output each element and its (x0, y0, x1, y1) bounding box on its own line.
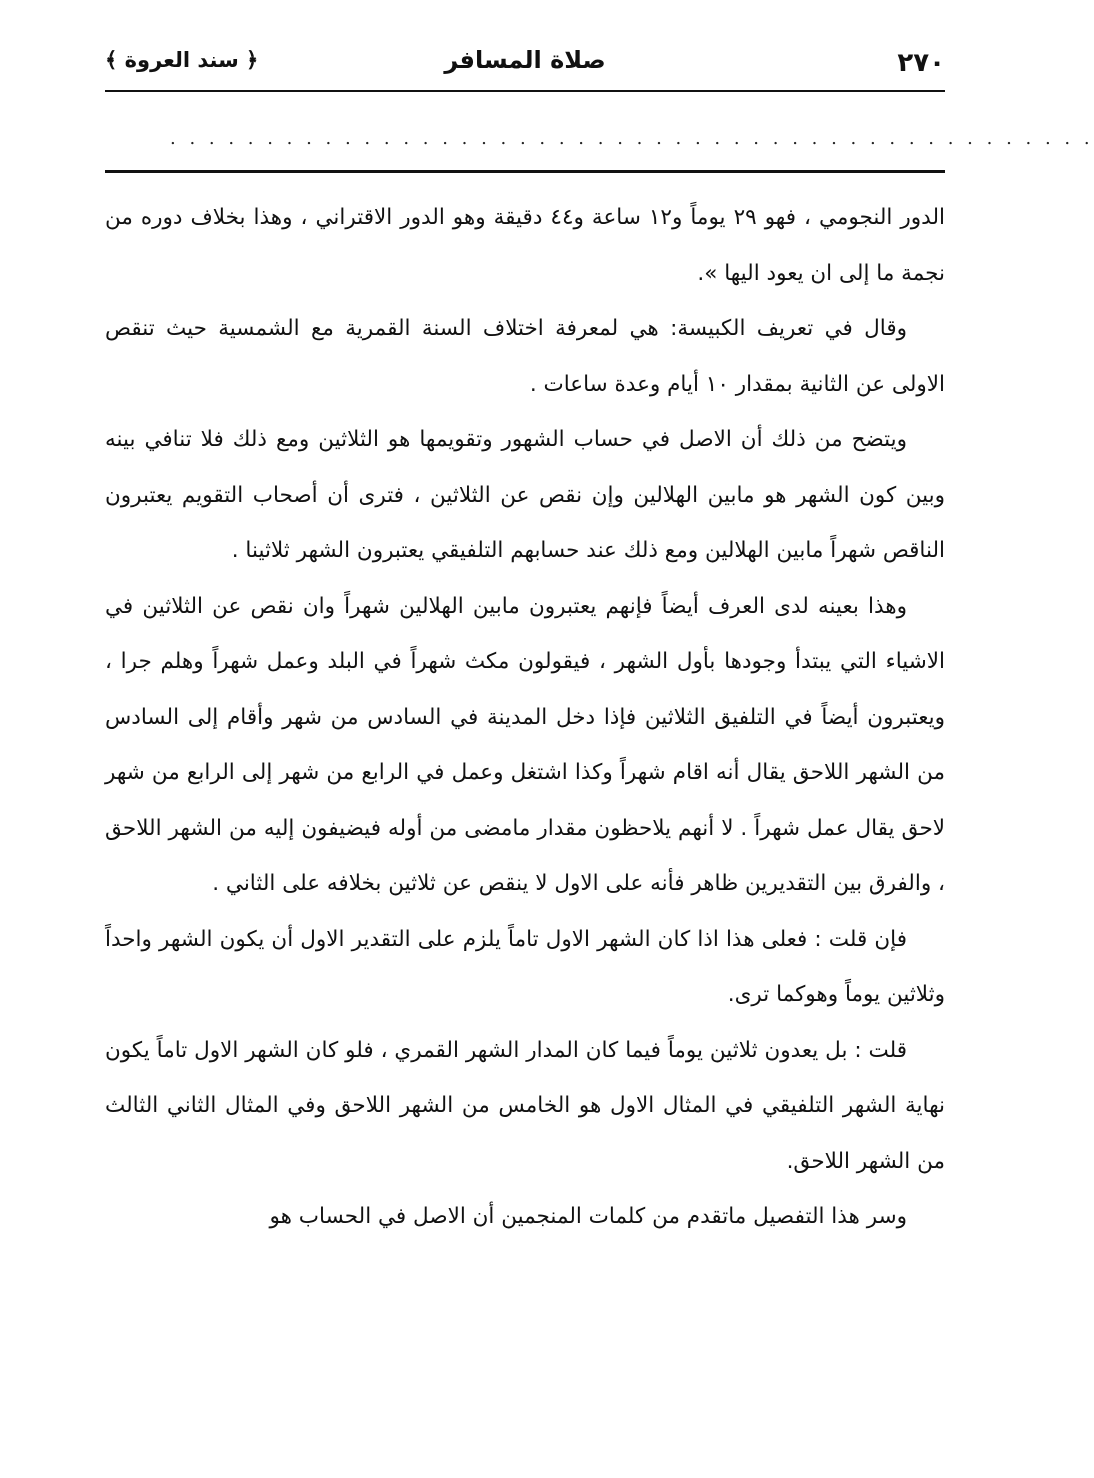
main-text (105, 190, 945, 1245)
running-header (105, 44, 945, 88)
paragraph: الدور النجومي ، فهو ٢٩ يوماً و١٢ ساعة و٤٤ دقيقة وهو الدور الاقتراني ، وهذا بخلاف دوره من نجمة ما إلى ان يعود اليها ». (105, 205, 945, 286)
paragraph: فإن قلت : فعلى هذا اذا كان الشهر الاول تاماً يلزم على التقدير الاول أن يكون الشهر واحداً وثلاثين يوماً وهوكما ترى. (105, 926, 945, 1007)
book-title: ﴿ سند العروة ﴾ (105, 48, 259, 72)
paragraph: وقال في تعريف الكبيسة: هي لمعرفة اختلاف السنة القمرية مع الشمسية حيث تنقص الاولى عن الثانية بمقدار ١٠ أيام وعدة ساعات . (105, 316, 945, 397)
page-number: ٢٧٠ (897, 48, 945, 78)
paragraph: وهذا بعينه لدى العرف أيضاً فإنهم يعتبرون مابين الهلالين شهراً وان نقص عن الثلاثين في الاشياء التي يبتدأ وجودها بأول الشهر ، فيقولون مكث شهراً في البلد وعمل شهراً وهلم جرا ، ويعتبرون أيضاً في التلفيق الثلاثين فإذا دخل المدينة في السادس من شهر وأقام إلى السادس من الشهر اللاحق يقال أنه اقام شهراً وكذا اشتغل وعمل في الرابع من شهر إلى الرابع من شهر لاحق يقال عمل شهراً . لا أنهم يلاحظون مقدار مامضى من أوله فيضيفون إليه من الشهر اللاحق ، والفرق بين التقديرين ظاهر فأنه على الاول لا ينقص عن ثلاثين بخلافه على الثاني . (105, 593, 945, 896)
paragraph: ويتضح من ذلك أن الاصل في حساب الشهور وتقويمها هو الثلاثين ومع ذلك فلا تنافي بينه وبين كون الشهر هو مابين الهلالين وإن نقص عن الثلاثين ، فترى أن أصحاب التقويم يعتبرون الناقص شهراً مابين الهلالين ومع ذلك عند حسابهم التلفيقي يعتبرون الشهر ثلاثينا . (105, 427, 945, 563)
paragraph: وسر هذا التفصيل ماتقدم من كلمات المنجمين أن الاصل في الحساب هو (269, 1204, 907, 1229)
separator-dots: . . . . . . . . . . . . . . . . . . . . . . . . . . . . . . . . . . . . . . . . . . . . . . . . (170, 128, 1094, 149)
paragraph: قلت : بل يعدون ثلاثين يوماً فيما كان المدار الشهر القمري ، فلو كان الشهر الاول تاماً يكون نهاية الشهر التلفيقي في المثال الاول هو الخامس من الشهر اللاحق وفي المثال الثاني الثالث من الشهر اللاحق. (105, 1037, 945, 1174)
chapter-title: صلاة المسافر (444, 46, 606, 74)
section-divider (105, 170, 945, 173)
header-divider (105, 90, 945, 92)
